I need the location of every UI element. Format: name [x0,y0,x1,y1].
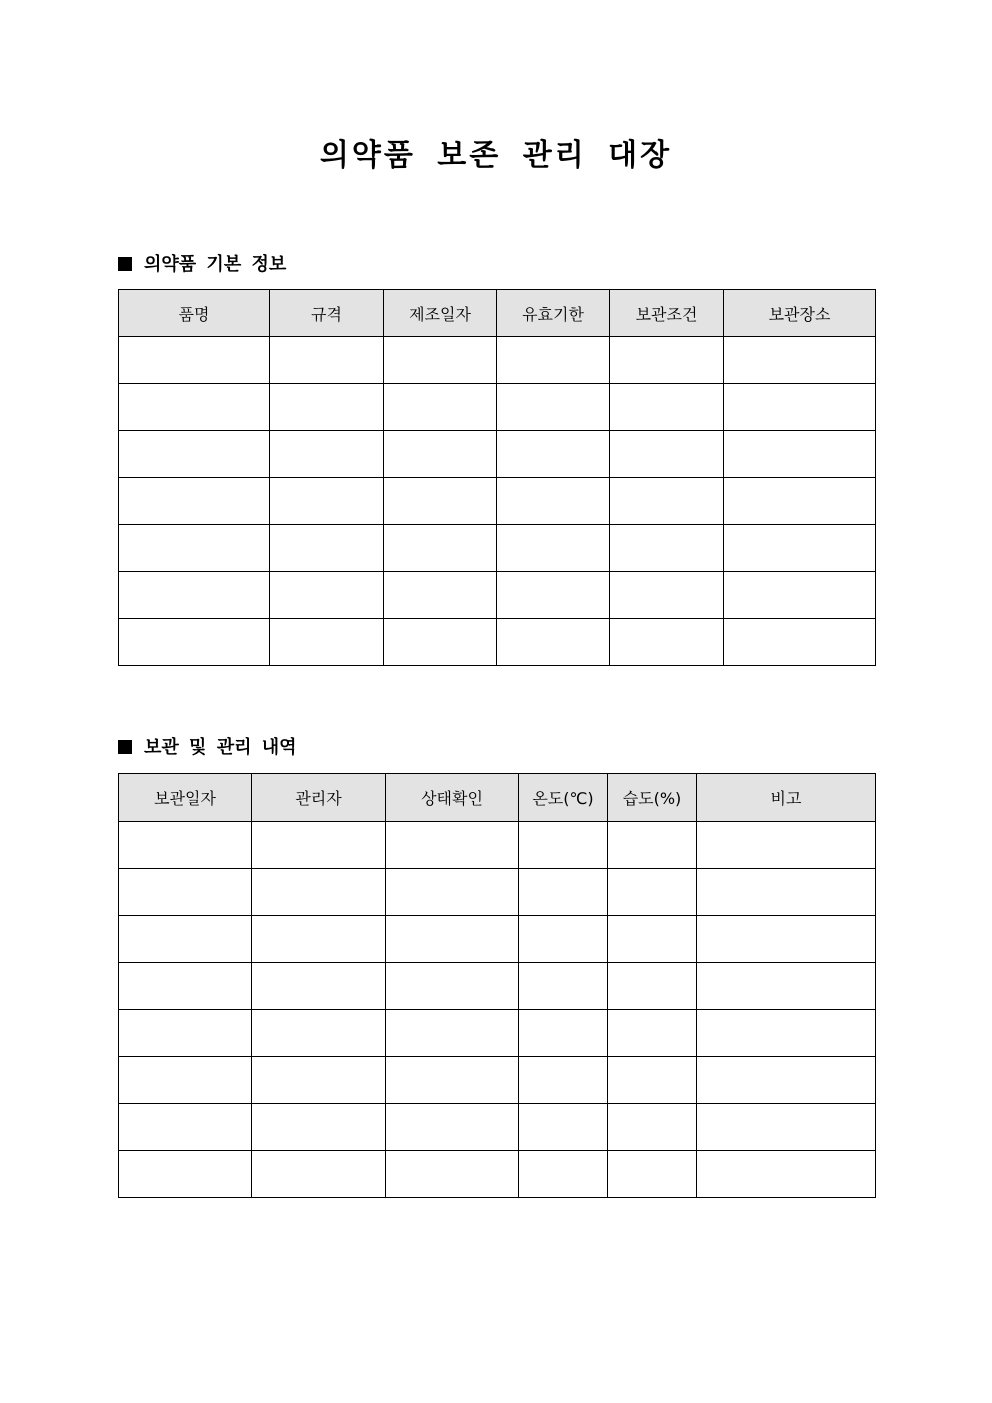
table-cell[interactable] [497,478,610,525]
table-cell[interactable] [724,619,876,666]
table-cell[interactable] [252,916,386,963]
table-row [119,384,876,431]
table-cell[interactable] [610,478,724,525]
table-cell[interactable] [519,1057,608,1104]
table-cell[interactable] [119,337,270,384]
table-cell[interactable] [697,916,876,963]
column-header-storage-location: 보관장소 [724,290,876,337]
table-cell[interactable] [608,1151,697,1198]
square-bullet-icon [118,257,132,271]
table-cell[interactable] [519,1104,608,1151]
table-cell[interactable] [386,1104,519,1151]
column-header-product-name: 품명 [119,290,270,337]
table-cell[interactable] [610,525,724,572]
table-cell[interactable] [724,431,876,478]
table-cell[interactable] [270,384,384,431]
table-row [119,525,876,572]
table-cell[interactable] [119,619,270,666]
table-cell[interactable] [252,822,386,869]
table-cell[interactable] [697,869,876,916]
table-cell[interactable] [252,1151,386,1198]
table-cell[interactable] [608,869,697,916]
table-cell[interactable] [519,822,608,869]
table-cell[interactable] [119,1057,252,1104]
table-cell[interactable] [386,1057,519,1104]
table-cell[interactable] [497,572,610,619]
table-cell[interactable] [697,1057,876,1104]
table-cell[interactable] [270,431,384,478]
table-cell[interactable] [270,337,384,384]
table-row [119,1057,876,1104]
column-header-condition-check: 상태확인 [386,774,519,822]
table-cell[interactable] [252,963,386,1010]
table-row [119,916,876,963]
table-cell[interactable] [119,1010,252,1057]
table-cell[interactable] [697,1104,876,1151]
table-cell[interactable] [519,869,608,916]
table-cell[interactable] [724,478,876,525]
table-cell[interactable] [119,1151,252,1198]
table-cell[interactable] [119,384,270,431]
table-cell[interactable] [252,869,386,916]
column-header-specification: 규격 [270,290,384,337]
column-header-manager: 관리자 [252,774,386,822]
basic-info-table [118,289,876,666]
table-cell[interactable] [608,1104,697,1151]
table-cell[interactable] [608,1010,697,1057]
table-cell[interactable] [119,572,270,619]
table-cell[interactable] [270,478,384,525]
table-cell[interactable] [384,337,497,384]
table-cell[interactable] [497,619,610,666]
table-row [119,822,876,869]
table-row [119,1104,876,1151]
table-cell[interactable] [610,384,724,431]
table-cell[interactable] [384,431,497,478]
table-row [119,431,876,478]
table-cell[interactable] [608,1057,697,1104]
table-cell[interactable] [497,431,610,478]
section-heading-storage-log [118,736,297,760]
table-cell[interactable] [519,963,608,1010]
table-cell[interactable] [384,384,497,431]
table-cell[interactable] [119,963,252,1010]
table-cell[interactable] [386,869,519,916]
table-cell[interactable] [519,1010,608,1057]
section-heading-basic-info [118,253,286,277]
table-row [119,869,876,916]
table-cell[interactable] [384,619,497,666]
table-cell[interactable] [386,1151,519,1198]
table-header-row [119,774,876,822]
table-cell[interactable] [608,822,697,869]
table-cell[interactable] [119,822,252,869]
column-header-expiry-date: 유효기한 [497,290,610,337]
table-row [119,572,876,619]
table-cell[interactable] [497,525,610,572]
table-cell[interactable] [608,963,697,1010]
column-header-storage-date: 보관일자 [119,774,252,822]
table-row [119,963,876,1010]
table-cell[interactable] [724,384,876,431]
table-cell[interactable] [119,1104,252,1151]
table-cell[interactable] [697,963,876,1010]
table-cell[interactable] [270,619,384,666]
table-cell[interactable] [384,478,497,525]
storage-log-table [118,773,876,1198]
table-cell[interactable] [384,572,497,619]
section-heading-label: 보관 및 관리 내역 [144,737,297,758]
table-row [119,1010,876,1057]
table-row [119,619,876,666]
table-cell[interactable] [252,1010,386,1057]
table-row [119,1151,876,1198]
column-header-manufacture-date: 제조일자 [384,290,497,337]
table-cell[interactable] [119,869,252,916]
page-title: 의약품 보존 관리 대장 [319,138,673,173]
table-cell[interactable] [119,478,270,525]
table-cell[interactable] [608,916,697,963]
table-cell[interactable] [697,822,876,869]
column-header-temperature: 온도(℃) [519,774,608,822]
table-cell[interactable] [610,431,724,478]
table-row [119,337,876,384]
table-cell[interactable] [386,916,519,963]
column-header-storage-condition: 보관조건 [610,290,724,337]
table-cell[interactable] [386,963,519,1010]
table-cell[interactable] [497,384,610,431]
table-cell[interactable] [697,1010,876,1057]
table-cell[interactable] [697,1151,876,1198]
table-cell[interactable] [724,337,876,384]
column-header-humidity: 습도(%) [608,774,697,822]
table-cell[interactable] [119,525,270,572]
square-bullet-icon [118,740,132,754]
table-cell[interactable] [610,572,724,619]
table-cell[interactable] [386,1010,519,1057]
section-heading-label: 의약품 기본 정보 [144,254,287,275]
table-cell[interactable] [610,619,724,666]
table-cell[interactable] [119,916,252,963]
table-cell[interactable] [252,1057,386,1104]
column-header-remarks: 비고 [697,774,876,822]
table-cell[interactable] [497,337,610,384]
table-cell[interactable] [519,916,608,963]
table-cell[interactable] [386,822,519,869]
table-cell[interactable] [384,525,497,572]
table-cell[interactable] [724,572,876,619]
table-cell[interactable] [724,525,876,572]
table-cell[interactable] [519,1151,608,1198]
table-cell[interactable] [270,572,384,619]
table-header-row [119,290,876,337]
table-cell[interactable] [119,431,270,478]
table-cell[interactable] [270,525,384,572]
table-row [119,478,876,525]
table-cell[interactable] [610,337,724,384]
table-cell[interactable] [252,1104,386,1151]
